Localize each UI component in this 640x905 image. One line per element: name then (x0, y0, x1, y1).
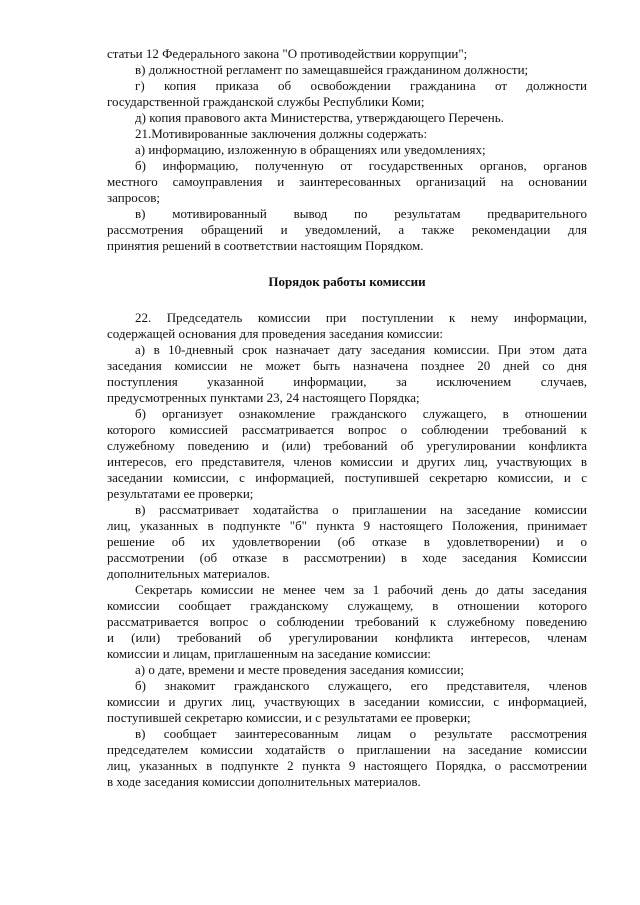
text-line: а) информацию, изложенную в обращениях или уведомлениях; (135, 142, 486, 157)
text-line: 22. Председатель комиссии при поступлении к нему информации, (135, 310, 587, 325)
text-line: запросов; (107, 190, 161, 205)
text-line: в ходе заседания комиссии дополнительных материалов. (107, 774, 421, 789)
text-line: 21.Мотивированные заключения должны содержать: (135, 126, 428, 141)
text-line: г) копия приказа об освобождении гражданина от должности (135, 78, 587, 93)
text-line: в) мотивированный вывод по результатам предварительного (135, 206, 587, 221)
text-line: комиссии и других лиц, участвующих в заседании комиссии, с информацией, (107, 694, 587, 709)
text-line: которого комиссией рассматривается вопрос о соблюдении требований к (107, 422, 587, 437)
text-line: поступления указанной информации, за исключением случаев, (107, 374, 587, 389)
text-line: а) в 10-дневный срок назначает дату заседания комиссии. При этом дата (135, 342, 587, 357)
text-line: заседания комиссии не может быть назначена позднее 20 дней со дня (107, 358, 587, 373)
text-block-2 (107, 310, 587, 790)
text-line: комиссии сообщает гражданскому служащему, в отношении которого (107, 598, 587, 613)
text-line: служебному поведению и (или) требований об урегулировании конфликта (107, 438, 587, 453)
text-line: б) знакомит гражданского служащего, его представителя, членов (135, 678, 587, 693)
text-line: и (или) требований об урегулировании конфликта интересов, членам (107, 630, 587, 645)
text-line: рассматривается вопрос о соблюдении требований к служебному поведению (107, 614, 587, 629)
text-line: в) сообщает заинтересованным лицам о результате рассмотрения (135, 726, 587, 741)
page-content (107, 46, 587, 790)
text-line: в) рассматривает ходатайства о приглашении на заседание комиссии (135, 502, 587, 517)
section-gap (107, 254, 587, 268)
text-line: принятия решений в соответствии настоящим Порядком. (107, 238, 424, 253)
text-line: государственной гражданской службы Республики Коми; (107, 94, 425, 109)
text-line: лиц, указанных в подпункте 2 пункта 9 настоящего Порядка, о рассмотрении (107, 758, 587, 773)
text-line: Секретарь комиссии не менее чем за 1 рабочий день до даты заседания (135, 582, 587, 597)
text-line: поступившей секретарю комиссии, и с результатами ее проверки; (107, 710, 471, 725)
text-line: содержащей основания для проведения заседания комиссии: (107, 326, 444, 341)
section-title: Порядок работы комиссии (268, 274, 426, 289)
text-line: лиц, указанных в подпункте "б" пункта 9 настоящего Положения, принимает (107, 518, 587, 533)
section-gap (107, 296, 587, 310)
text-line: рассмотрения обращений и уведомлений, а также рекомендации для (107, 222, 587, 237)
text-line: решение об их удовлетворении (об отказе в удовлетворении) и о (107, 534, 587, 549)
text-line: статьи 12 Федерального закона "О противодействии коррупции"; (107, 46, 468, 61)
text-line: заседании комиссии, с информацией, поступившей секретарю комиссии, и с (107, 470, 587, 485)
text-line: д) копия правового акта Министерства, утверждающего Перечень. (135, 110, 504, 125)
text-line: результатами ее проверки; (107, 486, 254, 501)
text-line: б) организует ознакомление гражданского служащего, в отношении (135, 406, 587, 421)
text-block-1 (107, 46, 587, 254)
text-line: б) информацию, полученную от государственных органов, органов (135, 158, 587, 173)
text-line: дополнительных материалов. (107, 566, 270, 581)
text-line: а) о дате, времени и месте проведения заседания комиссии; (135, 662, 464, 677)
text-line: председателем комиссии ходатайств о приглашении на заседание комиссии (107, 742, 587, 757)
text-line: интересов, его представителя, членов комиссии и других лиц, участвующих в (107, 454, 587, 469)
text-line: комиссии и лицам, приглашенным на заседание комиссии: (107, 646, 432, 661)
text-line: в) должностной регламент по замещавшейся гражданином должности; (135, 62, 529, 77)
text-line: рассмотрении (об отказе в рассмотрении) в ходе заседания Комиссии (107, 550, 587, 565)
text-line: предусмотренных пунктами 23, 24 настоящего Порядка; (107, 390, 420, 405)
text-line: местного самоуправления и заинтересованных организаций на основании (107, 174, 587, 189)
